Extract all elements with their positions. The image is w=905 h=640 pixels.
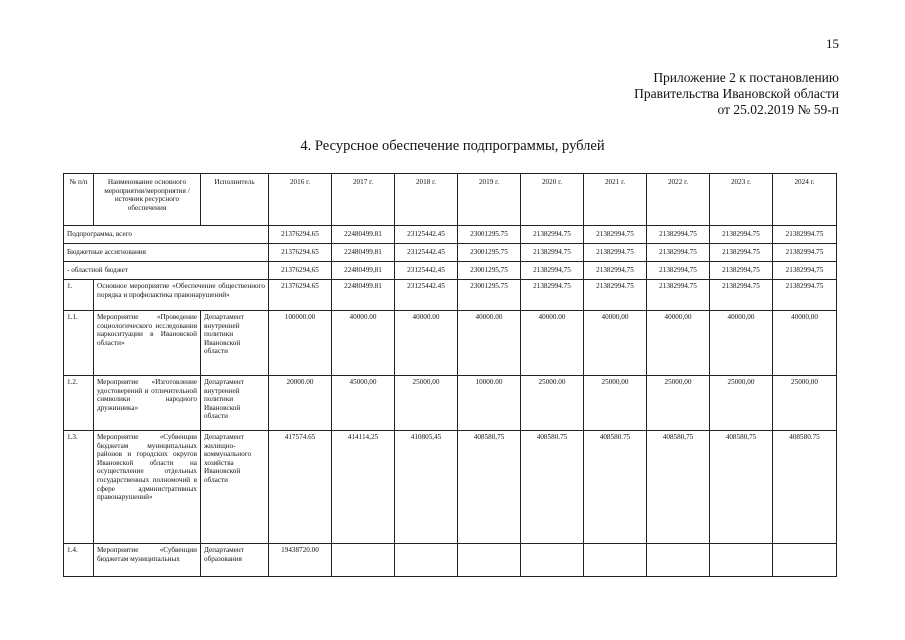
- table-cell: 408580,75: [710, 431, 773, 544]
- table-cell: 10000.00: [458, 376, 521, 431]
- table-header-row: [64, 174, 837, 226]
- table-cell: 414114,25: [332, 431, 395, 544]
- table-cell: 19438720.00: [269, 544, 332, 577]
- table-cell: 21382994.75: [647, 280, 710, 311]
- table-cell: 40000,00: [773, 311, 837, 376]
- table-cell: 100000.00: [269, 311, 332, 376]
- header-cell: 2020 г.: [521, 174, 584, 226]
- row-name: Мероприятие «Изготовление удостоверений и отличительной символики народного дружинника»: [94, 376, 201, 431]
- table-cell: 25000,00: [710, 376, 773, 431]
- row-executor: Департамент жилищно-коммунального хозяйства Ивановской области: [201, 431, 269, 544]
- row-number: 1.2.: [64, 376, 94, 431]
- table-cell: 21382994.75: [773, 280, 837, 311]
- table-cell: 40000.00: [332, 311, 395, 376]
- row-number: 1.3.: [64, 431, 94, 544]
- header-cell: 2017 г.: [332, 174, 395, 226]
- table-cell: 40000.00: [395, 311, 458, 376]
- table-cell: [521, 544, 584, 577]
- table-cell: [773, 544, 837, 577]
- table-cell: [647, 544, 710, 577]
- table-cell: 21376294.65: [269, 244, 332, 262]
- header-cell: 2022 г.: [647, 174, 710, 226]
- table-cell: 23125442.45: [395, 244, 458, 262]
- table-cell: 21382994.75: [584, 226, 647, 244]
- table-cell: [584, 544, 647, 577]
- table-cell: 417574.65: [269, 431, 332, 544]
- appendix-header: [634, 70, 839, 118]
- table-cell: 21382994.75: [773, 244, 837, 262]
- row-number: 1.4.: [64, 544, 94, 577]
- row-number: 1.1.: [64, 311, 94, 376]
- header-cell: Исполнитель: [201, 174, 269, 226]
- table-cell: 21382994.75: [773, 226, 837, 244]
- table-cell: 21382994.75: [710, 280, 773, 311]
- table-cell: 25000,00: [584, 376, 647, 431]
- table-cell: 23125442.45: [395, 280, 458, 311]
- row-name: Мероприятие «Субвенции бюджетам муниципальных районов и городских округов Ивановской области на осуществление отдельных государственных полномочий в сфере административных правонарушений»: [94, 431, 201, 544]
- appendix-line-1: Приложение 2 к постановлению: [653, 70, 839, 85]
- header-cell: № п/п: [64, 174, 94, 226]
- table-cell: 20000.00: [269, 376, 332, 431]
- appendix-line-3: от 25.02.2019 № 59-п: [717, 102, 839, 117]
- table-cell: [458, 544, 521, 577]
- table-cell: 408580,75: [647, 431, 710, 544]
- table-row-activity-1-2: [64, 376, 837, 431]
- header-cell: 2016 г.: [269, 174, 332, 226]
- row-executor: Департамент внутренней политики Ивановской области: [201, 311, 269, 376]
- table-row-activity-1-4: [64, 544, 837, 577]
- table-cell: 40000,00: [647, 311, 710, 376]
- table-row-main-activity-1: [64, 280, 837, 311]
- row-label: - областной бюджет: [64, 262, 269, 280]
- table-cell: 21382994.75: [584, 280, 647, 311]
- table-cell: 40000.00: [458, 311, 521, 376]
- table-cell: 21382994,75: [647, 262, 710, 280]
- table-cell: 25000,00: [395, 376, 458, 431]
- table-cell: 21382994.75: [710, 244, 773, 262]
- table-cell: 408580.75: [521, 431, 584, 544]
- table-cell: 23001295.75: [458, 226, 521, 244]
- table-cell: 25000.00: [521, 376, 584, 431]
- table-cell: 23125442.45: [395, 226, 458, 244]
- table-cell: 408580,75: [458, 431, 521, 544]
- table-cell: 21382994.75: [647, 226, 710, 244]
- table-cell: 21376294.65: [269, 226, 332, 244]
- row-label: Бюджетные ассигнования: [64, 244, 269, 262]
- table-cell: 21382994.75: [710, 226, 773, 244]
- table-cell: [395, 544, 458, 577]
- table-cell: 45000,00: [332, 376, 395, 431]
- table-cell: 21382994.75: [521, 280, 584, 311]
- appendix-line-2: Правительства Ивановской области: [634, 86, 839, 101]
- header-cell: 2021 г.: [584, 174, 647, 226]
- table-cell: 21382994,75: [584, 262, 647, 280]
- table-row-budget-allocations: [64, 244, 837, 262]
- table-row-subprogram-total: [64, 226, 837, 244]
- table-cell: 21382994.75: [584, 244, 647, 262]
- table-cell: 21382994.75: [521, 244, 584, 262]
- table-cell: 40000,00: [584, 311, 647, 376]
- table-cell: 40000.00: [521, 311, 584, 376]
- row-executor: Департамент образования: [201, 544, 269, 577]
- table-cell: 21382994,75: [773, 262, 837, 280]
- header-cell: 2023 г.: [710, 174, 773, 226]
- resource-table: [63, 173, 837, 577]
- row-number: 1.: [64, 280, 94, 311]
- table-cell: 21382994,75: [521, 262, 584, 280]
- table-cell: 21376294.65: [269, 280, 332, 311]
- table-cell: [332, 544, 395, 577]
- table-cell: 21382994.75: [647, 244, 710, 262]
- row-executor: Департамент внутренней политики Ивановской области: [201, 376, 269, 431]
- row-name: Мероприятие «Проведение социологического исследования наркоситуации в Ивановской области»: [94, 311, 201, 376]
- table-cell: 23001295.75: [458, 244, 521, 262]
- row-name: Основное мероприятие «Обеспечение общественного порядка и профилактика правонарушений»: [94, 280, 269, 311]
- table-cell: [710, 544, 773, 577]
- table-cell: 23001295,75: [458, 262, 521, 280]
- table-cell: 23125442,45: [395, 262, 458, 280]
- table-cell: 408580.75: [584, 431, 647, 544]
- table-cell: 21382994.75: [521, 226, 584, 244]
- table-cell: 22480499.81: [332, 280, 395, 311]
- page-number: 15: [826, 36, 839, 51]
- header-cell: 2024 г.: [773, 174, 837, 226]
- table-cell: 25000,00: [773, 376, 837, 431]
- table-row-regional-budget: [64, 262, 837, 280]
- table-cell: 21376294,65: [269, 262, 332, 280]
- table-cell: 22480499,81: [332, 262, 395, 280]
- row-label: Подпрограмма, всего: [64, 226, 269, 244]
- section-title: 4. Ресурсное обеспечение подпрограммы, рублей: [300, 138, 605, 154]
- table-cell: 408580.75: [773, 431, 837, 544]
- header-cell: 2019 г.: [458, 174, 521, 226]
- table-row-activity-1-1: [64, 311, 837, 376]
- table-cell: 23001295.75: [458, 280, 521, 311]
- table-cell: 40000,00: [710, 311, 773, 376]
- table-cell: 410805,45: [395, 431, 458, 544]
- header-cell: Наименование основного мероприятия/мероприятия /источник ресурсного обеспечения: [94, 174, 201, 226]
- table-cell: 22480499.81: [332, 244, 395, 262]
- table-cell: 21382994,75: [710, 262, 773, 280]
- table-cell: 25000,00: [647, 376, 710, 431]
- table-row-activity-1-3: [64, 431, 837, 544]
- header-cell: 2018 г.: [395, 174, 458, 226]
- table-cell: 22480499.81: [332, 226, 395, 244]
- row-name: Мероприятие «Субвенции бюджетам муниципальных: [94, 544, 201, 577]
